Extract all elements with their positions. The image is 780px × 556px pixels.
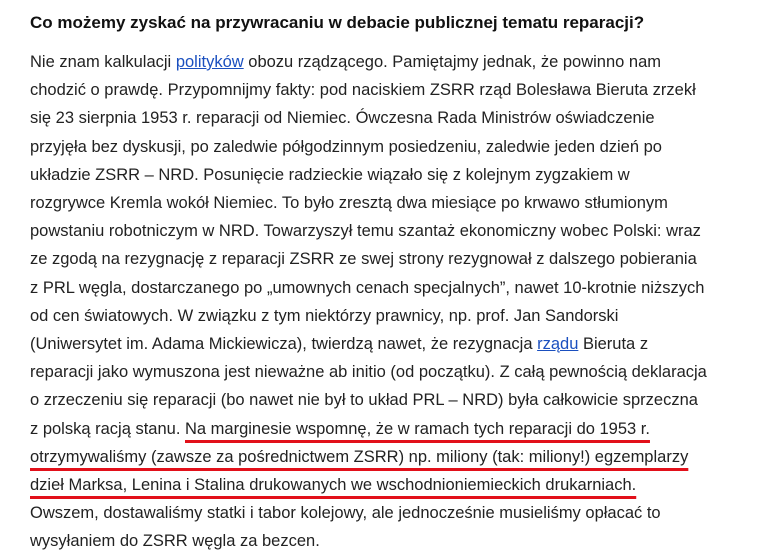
text-line: się 23 sierpnia 1953 r. reparacji od Niemiec. Ówczesna Rada Ministrów oświadczenie bbox=[30, 109, 655, 128]
text-line bbox=[30, 471, 750, 499]
article-paragraph bbox=[30, 48, 750, 556]
highlighted-text: dzieł Marksa, Lenina i Stalina drukowanych we wschodnioniemieckich drukarniach. bbox=[30, 476, 637, 495]
highlighted-text: Na marginesie wspomnę, że w ramach tych reparacji do 1953 r. bbox=[185, 419, 650, 438]
text-line: chodzić o prawdę. Przypomnijmy fakty: pod naciskiem ZSRR rząd Bolesława Bieruta zrzekł bbox=[30, 81, 696, 100]
text-line: od cen światowych. W związku z tym niektórzy prawnicy, np. prof. Jan Sandorski bbox=[30, 306, 619, 325]
text-line: powstaniu robotniczym w NRD. Towarzyszył temu szantaż ekonomiczny wobec Polski: wraz bbox=[30, 222, 701, 241]
text-line: z PRL węgla, dostarczanego po „umownych cenach specjalnych”, nawet 10-krotnie niższych bbox=[30, 278, 705, 297]
text-line: reparacji jako wymuszona jest nieważne ab initio (od początku). Z całą pewnością deklaracja bbox=[30, 363, 707, 382]
text-line: z polską racją stanu. Na marginesie wspomnę, że w ramach tych reparacji do 1953 r. bbox=[30, 419, 650, 438]
text-line: Owszem, dostawaliśmy statki i tabor kolejowy, ale jednocześnie musieliśmy opłacać to bbox=[30, 504, 661, 523]
text-line: ze zgodą na rezygnację z reparacji ZSRR ze swej strony rezygnował z dalszego pobierania bbox=[30, 250, 697, 269]
text-line: układzie ZSRR – NRD. Posunięcie radzieckie wiązało się z kolejnym zygzakiem w bbox=[30, 165, 630, 184]
section-heading: Co możemy zyskać na przywracaniu w debacie publicznej tematu reparacji? bbox=[30, 13, 645, 32]
text-line: rozgrywce Kremla wokół Niemiec. To było zresztą dwa miesiące po krwawo stłumionym bbox=[30, 194, 668, 213]
link-politykow[interactable]: polityków bbox=[175, 53, 244, 71]
text-line: o zrzeczeniu się reparacji (bo nawet nie był to układ PRL – NRD) była całkowicie sprzeczna bbox=[30, 391, 698, 410]
text-line: (Uniwersytet im. Adama Mickiewicza), twierdzą nawet, że rezygnacja rządu Bieruta z bbox=[30, 335, 649, 354]
text-line: wysyłaniem do ZSRR węgla za bezcen. bbox=[30, 532, 320, 551]
text-line bbox=[30, 443, 750, 471]
text-line: Nie znam kalkulacji polityków obozu rządzącego. Pamiętajmy jednak, że powinno nam bbox=[30, 53, 662, 71]
highlighted-text: otrzymywaliśmy (zawsze za pośrednictwem ZSRR) np. miliony (tak: miliony!) egzemplarzy bbox=[30, 447, 689, 466]
link-rzadu[interactable]: rządu bbox=[537, 335, 579, 354]
text-line: przyjęła bez dyskusji, po zaledwie półgodzinnym posiedzeniu, zaledwie jeden dzień po bbox=[30, 137, 662, 156]
